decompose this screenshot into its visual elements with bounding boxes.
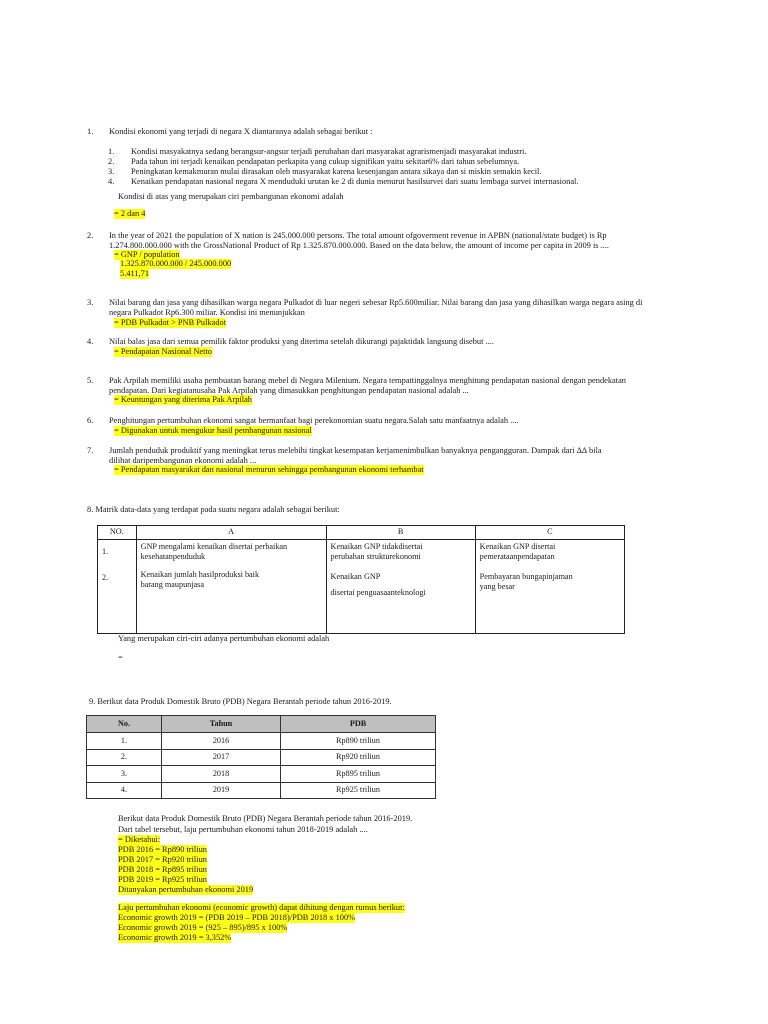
list-item-number: 4. bbox=[108, 177, 115, 186]
question-number: 4. bbox=[87, 337, 94, 346]
answer-highlight: 1.325.870.000.000 / 245.000.000 bbox=[120, 259, 232, 268]
answer-text: = bbox=[118, 653, 123, 662]
answer-highlight: PDB 2018 = Rp895 triliun bbox=[118, 865, 207, 874]
column-header-no: No. bbox=[87, 716, 162, 733]
question-text: Berikut data Produk Domestik Bruto (PDB) Negara Berantah periode tahun 2016-2019. bbox=[118, 814, 413, 823]
answer-highlight: PDB 2017 = Rp920 triliun bbox=[118, 855, 207, 864]
table-cell: Rp925 triliun bbox=[281, 782, 436, 799]
cell-text: pemerataanpendapatan bbox=[479, 552, 555, 561]
list-item: Pada tahun ini terjadi kenaikan pendapatan perkapita yang cukup signifikan yaitu sekitar6% dari tahun sebelumnya. bbox=[131, 157, 520, 166]
formula-highlight: Laju pertumbuhan ekonomi (economic growth) dapat dihitung dengan rumus berikut: bbox=[118, 903, 405, 912]
table-header-row bbox=[98, 526, 625, 540]
question-text: dilihat daripembangunan ekonomi adalah ... bbox=[109, 456, 257, 465]
question-text: Nilai balas jasa dari semua pemilik faktor produksi yang diterima setelah dikurangi pajaktidak langsung disebut .... bbox=[109, 337, 494, 346]
formula-highlight: Economic growth 2019 = 3,352% bbox=[118, 933, 232, 942]
question-text: negara Pulkadot Rp6.300 miliar. Kondisi ini menunjukkan bbox=[109, 308, 305, 317]
question-number: 3. bbox=[87, 298, 94, 307]
table-cell: 2018 bbox=[162, 766, 281, 783]
answer-highlight: = Pendapatan masyarakat dan nasional menurun sehingga pembangunan ekonomi terhambat bbox=[114, 465, 424, 474]
table-cell: 2. bbox=[87, 749, 162, 766]
table-row bbox=[98, 540, 625, 634]
answer-highlight: = Diketahui: bbox=[118, 835, 161, 844]
cell-text: Pembayaran bungapinjaman bbox=[479, 572, 573, 581]
answer-highlight: = Keuntungan yang diterima Pak Arpilah bbox=[114, 395, 252, 404]
table-cell: Rp920 triliun bbox=[281, 749, 436, 766]
question-number: 5. bbox=[87, 376, 94, 385]
table-cell: 2019 bbox=[162, 782, 281, 799]
table-cell-a bbox=[136, 540, 326, 634]
table-header-row bbox=[87, 716, 436, 733]
column-header-c: C bbox=[475, 526, 624, 540]
answer-highlight: 5.411,71 bbox=[120, 269, 150, 278]
cell-text: yang besar bbox=[479, 582, 515, 591]
list-item-number: 1. bbox=[108, 147, 115, 156]
column-header-no: NO. bbox=[98, 526, 137, 540]
row-number: 1. bbox=[102, 547, 109, 556]
table-cell: 2017 bbox=[162, 749, 281, 766]
question-title: 8. Matrik data-data yang terdapat pada suatu negara adalah sebagai berikut: bbox=[87, 505, 340, 514]
formula-highlight: Economic growth 2019 = (925 – 895)/895 x 100% bbox=[118, 923, 288, 932]
cell-text: perubahan strukturekonomi bbox=[330, 552, 421, 561]
answer-highlight: PDB 2016 = Rp890 triliun bbox=[118, 845, 207, 854]
table-row bbox=[87, 749, 436, 766]
cell-text: Kenaikan GNP bbox=[330, 572, 381, 581]
cell-text: kesehatanpenduduk bbox=[140, 552, 206, 561]
column-header-b: B bbox=[326, 526, 475, 540]
question-number: 6. bbox=[87, 416, 94, 425]
answer-highlight: PDB 2019 = Rp925 triliun bbox=[118, 875, 207, 884]
matrix-table bbox=[97, 525, 625, 634]
table-cell: 1. bbox=[87, 733, 162, 750]
answer-highlight: = Digunakan untuk mengukur hasil pembangunan nasional bbox=[114, 426, 312, 435]
table-cell: 3. bbox=[87, 766, 162, 783]
answer-highlight: = 2 dan 4 bbox=[114, 209, 146, 218]
table-cell: 2016 bbox=[162, 733, 281, 750]
question-text: Penghitungan pertumbuhan ekonomi sangat bermanfaat bagi perekonomian suatu negara.Salah satu manfaatnya adalah .... bbox=[109, 416, 519, 425]
question-title: 9. Berikut data Produk Domestik Bruto (PDB) Negara Berantah periode tahun 2016-2019. bbox=[89, 697, 392, 706]
table-row bbox=[87, 782, 436, 799]
list-item-number: 3. bbox=[108, 167, 115, 176]
list-item: Kondisi masyakatnya sedang berangsur-angsur terjadi perubahan dari masyarakat agrarismenjadi masyarakat industri. bbox=[131, 147, 527, 156]
answer-highlight: = GNP / population bbox=[114, 250, 180, 259]
question-text: Dari tabel tersebut, laju pertumbuhan ekonomi tahun 2018-2019 adalah .... bbox=[118, 825, 368, 834]
answer-highlight: Ditanyakan pertumbuhan ekonomi 2019 bbox=[118, 885, 254, 894]
question-prompt: Kondisi di atas yang merupakan ciri pembangunan ekonomi adalah bbox=[118, 192, 344, 201]
row-number: 2. bbox=[102, 573, 109, 582]
question-number: 2. bbox=[87, 231, 94, 240]
question-text: Pak Arpilah memiliki usaha pembuatan barang mebel di Negara Milenium. Negara tempattinggalnya menghitung pendapatan nasional dengan pendekatan bbox=[109, 376, 626, 385]
table-cell: Rp890 triliun bbox=[281, 733, 436, 750]
cell-text: disertai penguasaanteknologi bbox=[330, 588, 426, 597]
table-cell-no bbox=[98, 540, 137, 634]
question-number: 1. bbox=[87, 127, 94, 136]
question-text: pendapatan. Dari kegiatanusaha Pak Arpilah yang dimasukkan penghitungan pendapatan nasional adalah ... bbox=[109, 386, 469, 395]
column-header-tahun: Tahun bbox=[162, 716, 281, 733]
cell-text: barang maupunjasa bbox=[140, 580, 205, 589]
table-cell-b bbox=[326, 540, 475, 634]
question-text: 1.274.800.000.000 with the GrossNational Product of Rp 1.325.870.000.000. Based on the data below, the amount of income per capita in 2009 is .... bbox=[109, 241, 610, 250]
cell-text: GNP mengalami kenaikan disertai perbaikan bbox=[140, 542, 288, 551]
table-row bbox=[87, 766, 436, 783]
question-text: Jumlah penduduk produktif yang meningkat terus melebihi tingkat kesempatan kerjamenimbulkan banyaknya pengangguran. Dampak dari ∆∆ bila bbox=[109, 446, 602, 455]
list-item: Peningkatan kemakmuran mulai dirasakan oleh masyarakat karena kesenjangan antara sikaya dan si miskin semakin kecil. bbox=[131, 167, 542, 176]
question-prompt: Yang merupakan ciri-ciri adanya pertumbuhan ekonomi adalah bbox=[118, 634, 330, 643]
column-header-pdb: PDB bbox=[281, 716, 436, 733]
list-item-number: 2. bbox=[108, 157, 115, 166]
column-header-a: A bbox=[136, 526, 326, 540]
table-cell-c bbox=[475, 540, 624, 634]
cell-text: Kenaikan GNP tidakdisertai bbox=[330, 542, 423, 551]
table-row bbox=[87, 733, 436, 750]
question-text: In the year of 2021 the population of X nation is 245.000.000 persons. The total amount ofgoverment revenue in APBN (national/state budget) is Rp bbox=[109, 231, 607, 240]
answer-highlight: = Pendapatan Nasional Netto bbox=[114, 347, 212, 356]
pdb-table bbox=[86, 715, 436, 799]
formula-highlight: Economic growth 2019 = (PDB 2019 – PDB 2018)/PDB 2018 x 100% bbox=[118, 913, 356, 922]
question-stem: Kondisi ekonomi yang terjadi di negara X diantaranya adalah sebagai berikut : bbox=[109, 127, 373, 136]
question-text: Nilai barang dan jasa yang dihasilkan warga negara Pulkadot di luar negeri sebesar Rp5.600miliar. Nilai barang dan jasa yang dihasilkan warga negara asing di bbox=[109, 298, 643, 307]
cell-text: Kenaikan GNP disertai bbox=[479, 542, 556, 551]
table-cell: 4. bbox=[87, 782, 162, 799]
question-number: 7. bbox=[87, 446, 94, 455]
answer-highlight: = PDB Pulkadot > PNB Pulkadot bbox=[114, 318, 227, 327]
cell-text: Kenaikan jumlah hasilproduksi baik bbox=[140, 570, 260, 579]
list-item: Kenaikan pendapatan nasional negara X menduduki urutan ke 2 di dunia menurut hasilsurvei dari suatu lembaga survei internasional. bbox=[131, 177, 579, 186]
table-cell: Rp895 triliun bbox=[281, 766, 436, 783]
